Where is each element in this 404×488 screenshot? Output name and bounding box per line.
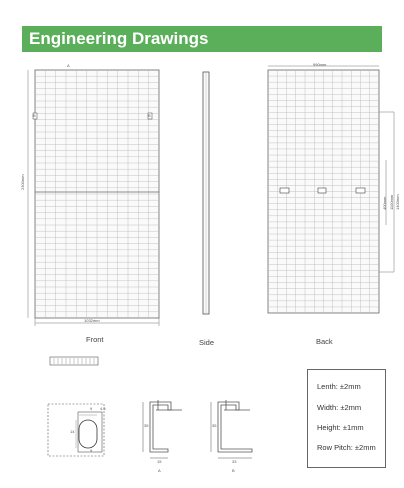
profile-a-label: A — [158, 468, 161, 473]
profile-b-width: 33 — [232, 459, 237, 464]
front-view-panel — [28, 70, 159, 326]
hole-dim-4: 9 — [90, 448, 93, 453]
hole-dim-1: 9 — [90, 406, 93, 411]
back-spacing-1-label: 400mm — [382, 196, 387, 210]
hole-dim-3: 14 — [70, 429, 75, 434]
back-spacing-2-label: 1100mm — [389, 194, 394, 210]
section-title: Engineering Drawings — [29, 29, 209, 48]
back-view-label: Back — [316, 337, 333, 346]
back-width-label: 990mm — [313, 62, 327, 67]
front-section-marker: A — [67, 63, 70, 68]
profile-a-height: 35 — [144, 423, 149, 428]
tolerance-height: Height: ±1mm — [317, 423, 364, 432]
tolerance-length: Lenth: ±2mm — [317, 382, 361, 391]
side-view-panel — [203, 72, 209, 314]
profile-b-label: B — [232, 468, 235, 473]
front-marker-right: B — [148, 113, 151, 118]
hole-dim-2: 4.5 — [100, 406, 106, 411]
profile-a-width: 15 — [157, 459, 162, 464]
tolerance-row-pitch: Row Pitch: ±2mm — [317, 443, 376, 452]
front-height-label: 2300mm — [20, 174, 25, 190]
profile-b-height: 35 — [212, 423, 217, 428]
mounting-hole-detail — [48, 404, 104, 456]
front-width-label: 1032mm — [84, 318, 100, 323]
connector-detail — [50, 357, 98, 365]
front-marker-left: B — [33, 113, 36, 118]
back-view-panel — [268, 66, 394, 313]
side-view-label: Side — [199, 338, 215, 347]
front-view-label: Front — [86, 335, 104, 344]
tolerance-box — [307, 369, 386, 468]
frame-profile-b — [211, 400, 252, 458]
frame-profile-a — [143, 400, 182, 458]
tolerance-width: Width: ±2mm — [317, 403, 362, 412]
back-spacing-3-label: 1400mm — [395, 194, 400, 210]
